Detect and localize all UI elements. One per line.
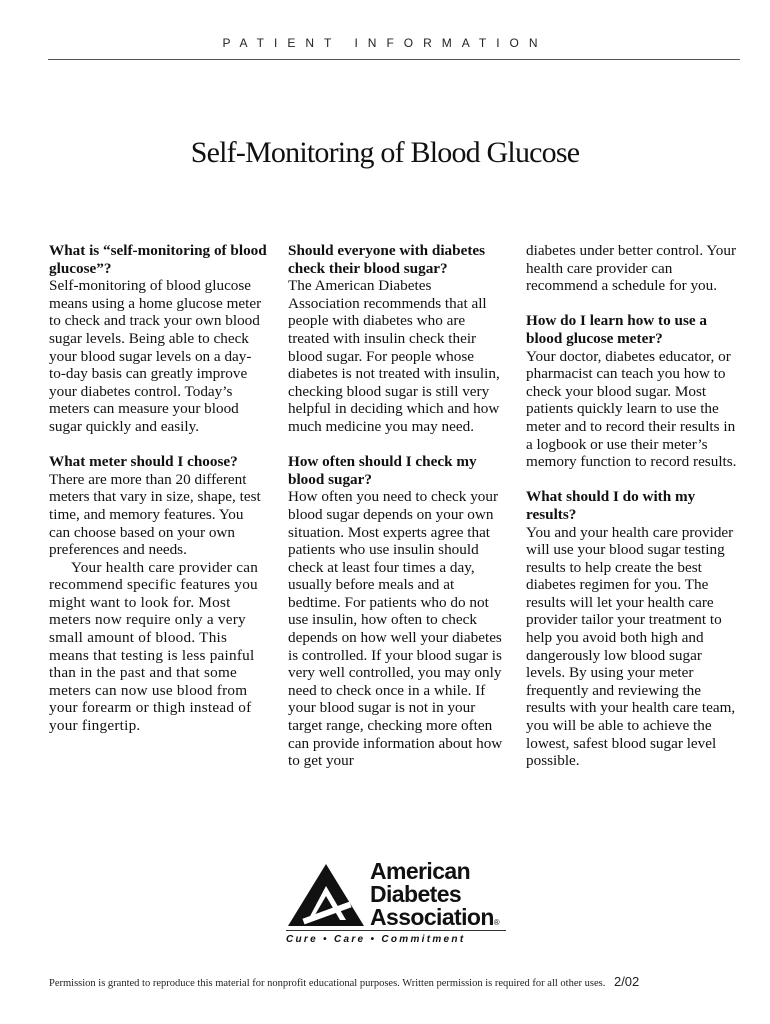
section-header: PATIENT INFORMATION: [222, 36, 548, 50]
answer-paragraph: Your health care provider can recommend specific features you might want to look for. Most meters now require only a very small amount of blood. This means that testing is less painful than in the past and that some meters can now use blood from your forearm or thigh instead of your fingertip.: [49, 558, 259, 735]
header-divider: [48, 59, 740, 60]
revision-date: 2/02: [613, 974, 640, 989]
question-heading: How do I learn how to use a blood glucose meter?: [526, 312, 707, 347]
text-column-2: [288, 242, 506, 770]
ada-logo: [286, 860, 516, 948]
text-column-1: [49, 242, 267, 735]
text-column-3: [526, 242, 742, 770]
answer-paragraph: The American Diabetes Association recommends that all people with diabetes who are treated with insulin check their blood sugar. For people whose diabetes is not treated with insulin, checking blood sugar is still very helpful in deciding which and how much medicine you may need.: [288, 277, 500, 435]
answer-paragraph: How often you need to check your blood sugar depends on your own situation. Most experts agree that patients who use insulin should check at least four times a day, usually before meals and at bedtime. For patients who do not use insulin, how often to check depends on how well your diabetes is controlled. If your blood sugar is very well controlled, you may only need to check once in a while. If your blood sugar is not in your target range, checking more often can provide information about how to get your: [288, 488, 503, 770]
logo-line: American: [370, 858, 471, 884]
question-heading: What should I do with my results?: [526, 488, 696, 523]
ada-triangle-icon: [288, 862, 368, 928]
logo-line: Association: [370, 904, 494, 930]
answer-paragraph: diabetes under better control. Your health care provider can recommend a schedule for you.: [526, 242, 737, 295]
question-heading: What meter should I choose?: [49, 453, 238, 471]
answer-paragraph: There are more than 20 different meters that vary in size, shape, test time, and memory features. You can choose based on your own preferences and needs.: [49, 470, 261, 559]
page-title: Self-Monitoring of Blood Glucose: [190, 136, 580, 169]
answer-paragraph: Self-monitoring of blood glucose means using a home glucose meter to check and track your own blood sugar levels. Being able to check your blood sugar levels on a day-to-day basis can greatly improve your diabetes control. Today’s meters can measure your blood sugar quickly and easily.: [49, 277, 262, 435]
answer-paragraph: Your doctor, diabetes educator, or pharmacist can teach you how to check your blood sugar. Most patients quickly learn to use the meter and to record their results in a logbook or use their meter’s memory function to record results.: [526, 347, 737, 471]
answer-paragraph: You and your health care provider will use your blood sugar testing results to help create the best diabetes regimen for you. The results will let your health care provider tailor your treatment to help you avoid both high and dangerously low blood sugar levels. By using your meter frequently and reviewing the results with your health care team, you will be able to achieve the lowest, safest blood sugar level possible.: [526, 523, 736, 770]
logo-line: Diabetes: [370, 881, 462, 907]
question-heading: What is “self-monitoring of blood glucose”?: [49, 242, 267, 277]
ada-wordmark: American Diabetes Association®: [370, 858, 500, 930]
logo-divider: [286, 930, 506, 931]
question-heading: Should everyone with diabetes check their blood sugar?: [288, 242, 486, 277]
question-heading: How often should I check my blood sugar?: [288, 453, 477, 488]
footer: [49, 974, 749, 989]
permission-notice: Permission is granted to reproduce this material for nonprofit educational purposes. Written permission is required for all other uses.: [49, 978, 606, 989]
logo-tagline: Cure • Care • Commitment: [286, 934, 466, 945]
